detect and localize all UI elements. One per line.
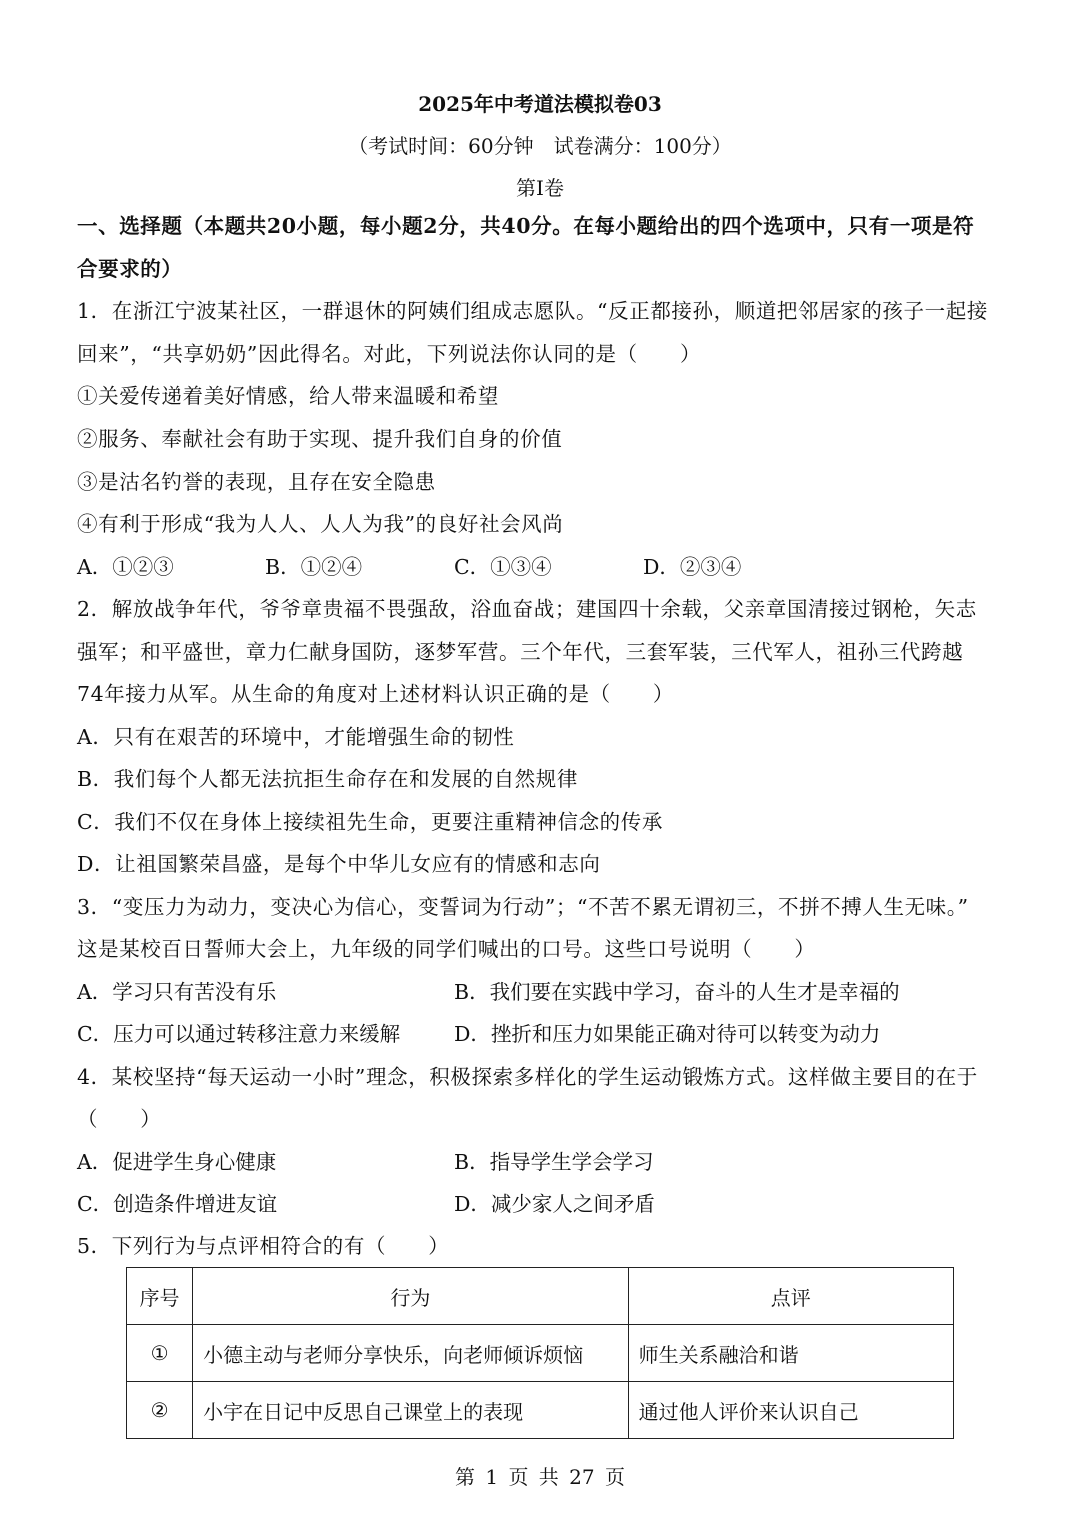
q4-option-c: C．创造条件增进友谊 xyxy=(77,1192,278,1216)
q2-option-a: A．只有在艰苦的环境中，才能增强生命的韧性 xyxy=(77,725,515,749)
q2-stem-line-3: 74年接力从军。从生命的角度对上述材料认识正确的是（ ） xyxy=(77,682,674,706)
q1-item-1: ①关爱传递着美好情感，给人带来温暖和希望 xyxy=(77,384,499,408)
q4-option-a: A．促进学生身心健康 xyxy=(77,1150,277,1174)
q5-behavior-table xyxy=(126,1267,954,1439)
section-instructions-line-1: 一、选择题（本题共20小题，每小题2分，共40分。在每小题给出的四个选项中，只有一项是符 xyxy=(77,214,975,238)
q3-option-a: A．学习只有苦没有乐 xyxy=(77,980,277,1004)
table-cell-index: ② xyxy=(127,1382,193,1439)
table-header-row xyxy=(127,1268,954,1325)
q1-item-4: ④有利于形成“我为人人、人人为我”的良好社会风尚 xyxy=(77,512,564,536)
section-instructions-line-2: 合要求的） xyxy=(77,257,183,281)
q3-option-d: D．挫折和压力如果能正确对待可以转变为动力 xyxy=(454,1022,881,1046)
q1-option-d: D．②③④ xyxy=(643,555,742,579)
q1-option-b: B．①②④ xyxy=(265,555,363,579)
q4-option-d: D．减少家人之间矛盾 xyxy=(454,1192,655,1216)
q1-stem-line-2: 回来”，“共享奶奶”因此得名。对此，下列说法你认同的是（ ） xyxy=(77,342,702,366)
table-cell-comment: 通过他人评价来认识自己 xyxy=(628,1382,953,1439)
q1-option-c: C．①③④ xyxy=(454,555,552,579)
q5-stem: 5．下列行为与点评相符合的有（ ） xyxy=(77,1234,450,1258)
exam-title: 2025年中考道法模拟卷03 xyxy=(418,92,662,116)
table-row xyxy=(127,1382,954,1439)
q3-option-c: C．压力可以通过转移注意力来缓解 xyxy=(77,1022,401,1046)
q4-option-b: B．指导学生学会学习 xyxy=(454,1150,654,1174)
q4-stem-line-1: 4．某校坚持“每天运动一小时”理念，积极探索多样化的学生运动锻炼方式。这样做主要目的在于 xyxy=(77,1065,978,1089)
table-header-index: 序号 xyxy=(127,1268,193,1325)
q4-stem-line-2: （ ） xyxy=(77,1107,162,1131)
table-row xyxy=(127,1325,954,1382)
q1-stem-line-1: 1．在浙江宁波某社区，一群退休的阿姨们组成志愿队。“反正都接孙，顺道把邻居家的孩子一起接 xyxy=(77,299,988,323)
q3-stem-line-2: 这是某校百日誓师大会上，九年级的同学们喊出的口号。这些口号说明（ ） xyxy=(77,937,816,961)
q3-option-b: B．我们要在实践中学习，奋斗的人生才是幸福的 xyxy=(454,980,900,1004)
q2-option-b: B．我们每个人都无法抗拒生命存在和发展的自然规律 xyxy=(77,767,578,791)
q2-option-c: C．我们不仅在身体上接续祖先生命，更要注重精神信念的传承 xyxy=(77,810,663,834)
exam-subtitle: （考试时间：60分钟 试卷满分：100分） xyxy=(348,134,732,158)
q1-item-2: ②服务、奉献社会有助于实现、提升我们自身的价值 xyxy=(77,427,563,451)
table-cell-comment: 师生关系融洽和谐 xyxy=(628,1325,953,1382)
q2-option-d: D．让祖国繁荣昌盛，是每个中华儿女应有的情感和志向 xyxy=(77,852,601,876)
q3-stem-line-1: 3．“变压力为动力，变决心为信心，变誓词为行动”；“不苦不累无谓初三，不拼不搏人生无味。” xyxy=(77,895,969,919)
table-cell-behavior: 小德主动与老师分享快乐，向老师倾诉烦恼 xyxy=(193,1325,629,1382)
q1-option-a: A．①②③ xyxy=(77,555,174,579)
q2-stem-line-2: 强军；和平盛世，章力仁献身国防，逐梦军营。三个年代，三套军装，三代军人，祖孙三代跨越 xyxy=(77,640,964,664)
q1-item-3: ③是沽名钓誉的表现，且存在安全隐患 xyxy=(77,470,436,494)
table-header-behavior: 行为 xyxy=(193,1268,629,1325)
table-cell-behavior: 小宇在日记中反思自己课堂上的表现 xyxy=(193,1382,629,1439)
table-header-comment: 点评 xyxy=(628,1268,953,1325)
page-number-footer: 第 1 页 共 27 页 xyxy=(455,1465,625,1489)
q2-stem-line-1: 2．解放战争年代，爷爷章贵福不畏强敌，浴血奋战；建国四十余载，父亲章国清接过钢枪，矢志 xyxy=(77,597,977,621)
volume-heading: 第Ⅰ卷 xyxy=(516,176,564,200)
table-cell-index: ① xyxy=(127,1325,193,1382)
